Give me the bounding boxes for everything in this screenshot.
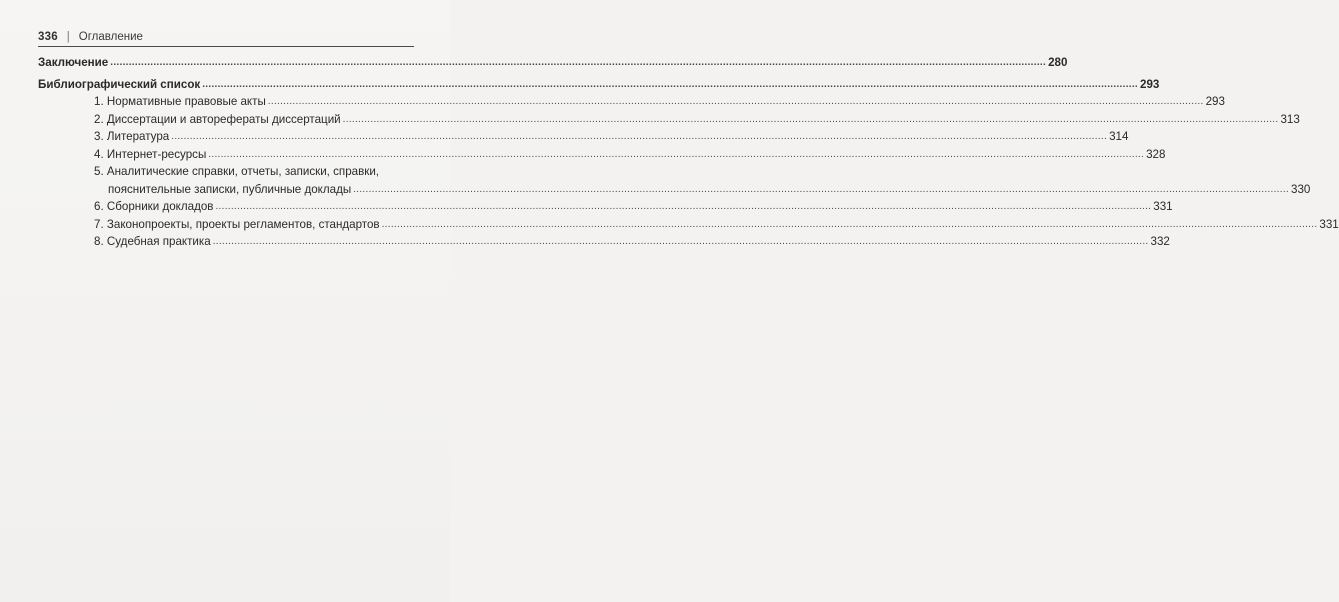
header-rule	[38, 46, 414, 47]
toc-entry-label: 2. Диссертации и авторефераты диссертаций	[94, 112, 341, 126]
dot-leader	[171, 128, 1107, 146]
toc-entry-page: 332	[1150, 235, 1170, 248]
toc-entry-label: 3. Литература	[94, 130, 170, 143]
toc-entry-page: 331	[1153, 200, 1173, 213]
dot-leader	[268, 93, 1204, 111]
dot-leader	[343, 111, 1279, 129]
toc-entry-label: 8. Судебная практика	[94, 235, 211, 248]
toc-subentry-7[interactable]	[38, 216, 1339, 234]
toc-entry-label: 6. Сборники докладов	[94, 200, 214, 213]
toc-entry-page: 314	[1109, 130, 1129, 143]
dot-leader	[382, 216, 1318, 234]
header-separator: |	[66, 31, 70, 43]
dot-leader	[213, 233, 1149, 251]
toc-entry-page: 331	[1319, 217, 1339, 231]
toc-entry-page: 280	[1048, 56, 1068, 69]
toc-entry-page: 293	[1140, 77, 1160, 91]
toc-entry-page: 293	[1205, 95, 1225, 108]
page-number: 336	[38, 31, 58, 43]
toc-subentry-3[interactable]	[38, 128, 1129, 146]
running-title: Оглавление	[78, 31, 143, 43]
toc-entry-label-line2: пояснительные записки, публичные доклады	[108, 182, 352, 196]
dot-leader	[202, 76, 1138, 94]
toc-subentry-8[interactable]	[38, 233, 1170, 251]
dot-leader	[215, 198, 1151, 216]
toc-subentry-1[interactable]	[38, 93, 1225, 111]
toc-subentry-4[interactable]	[38, 146, 1166, 164]
page-header	[38, 28, 414, 46]
toc-entry-label: Заключение	[38, 56, 109, 69]
toc-entry-line2-row	[94, 181, 1311, 199]
toc-entry-label: Библиографический список	[38, 77, 201, 91]
toc-entry-page: 328	[1146, 147, 1166, 161]
toc-entry-conclusion[interactable]	[38, 54, 1068, 72]
dot-leader	[353, 181, 1289, 199]
toc-subentry-5[interactable]	[38, 163, 1311, 198]
toc-entry-label: 1. Нормативные правовые акты	[94, 95, 266, 108]
dot-leader	[208, 146, 1144, 164]
toc-entry-label: 4. Интернет-ресурсы	[94, 147, 207, 161]
dot-leader	[110, 54, 1046, 72]
toc-entry-bibliography[interactable]	[38, 76, 1160, 94]
toc-entry-label-line1: 5. Аналитические справки, отчеты, записки, справки,	[94, 165, 380, 178]
toc-entry-page: 313	[1280, 112, 1300, 126]
toc-entry-page: 330	[1291, 182, 1311, 196]
toc-subentry-6[interactable]	[38, 198, 1173, 216]
toc-entry-label: 7. Законопроекты, проекты регламентов, стандартов	[94, 217, 380, 231]
table-of-contents	[38, 54, 1339, 251]
toc-subentry-2[interactable]	[38, 111, 1300, 129]
